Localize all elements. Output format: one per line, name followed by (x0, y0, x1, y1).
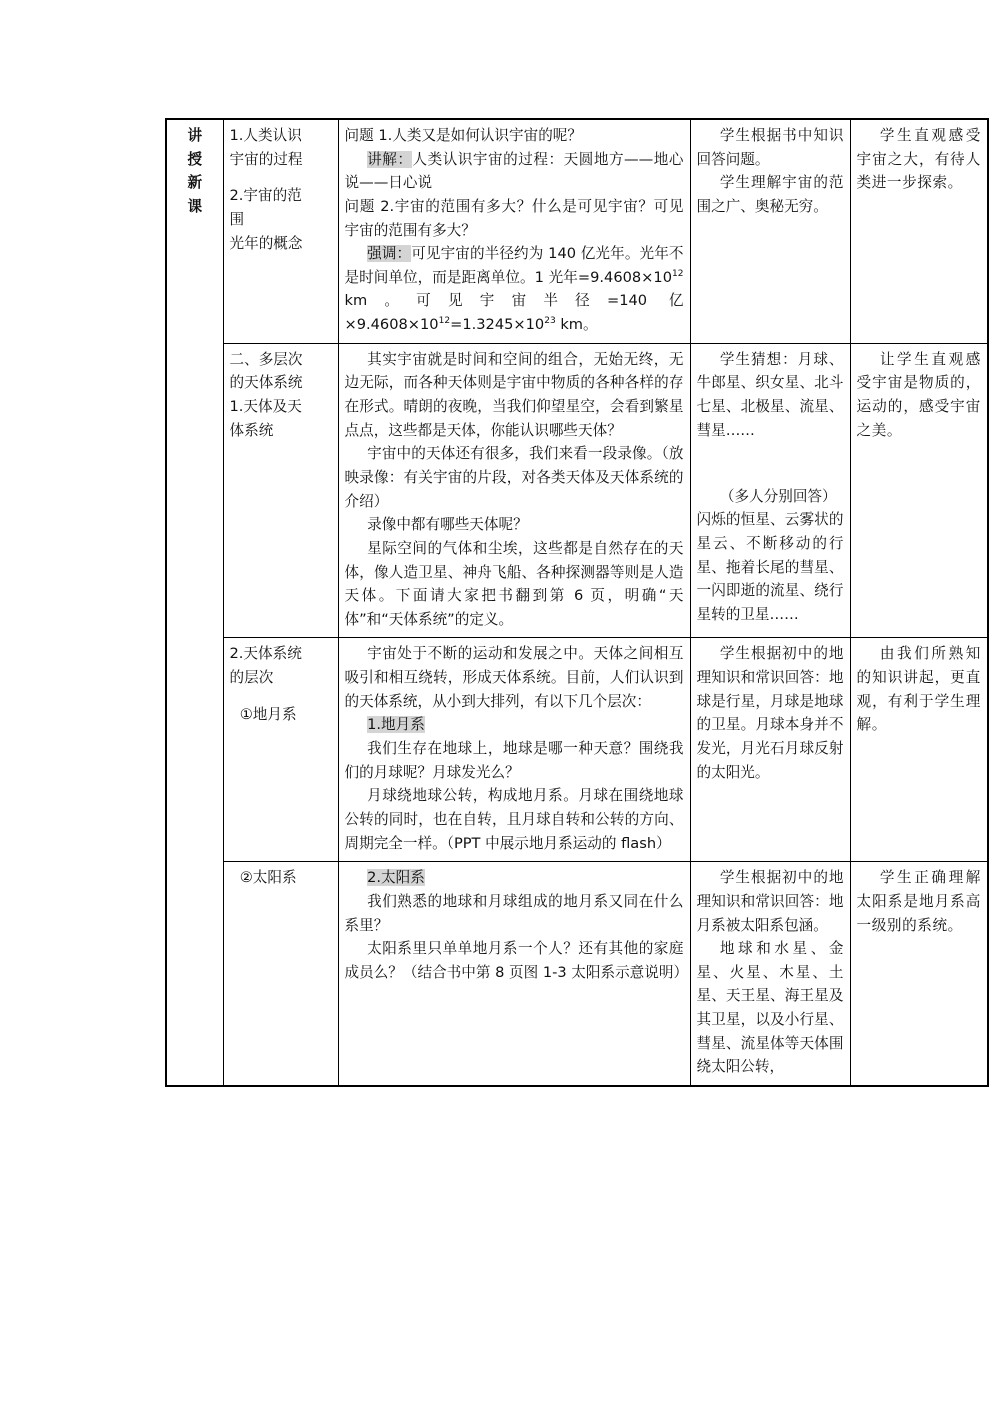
remark-cell-universe-scope (850, 119, 988, 343)
highlight-label: 1.地月系 (367, 716, 425, 734)
student-activity-cell-solar-system (690, 862, 850, 1086)
topic-line: 的天体系统 (229, 374, 303, 392)
exponent: 12 (438, 316, 451, 327)
highlight-label: 强调： (367, 245, 412, 263)
topic-cell-celestial-systems (223, 343, 338, 638)
student-activity-cell-celestial-systems (690, 343, 850, 638)
stage-char-1: 讲 (187, 127, 203, 144)
student-activity-cell-earth-moon (690, 638, 850, 862)
table-row (166, 862, 988, 1086)
topic-line: 围 (229, 211, 245, 229)
topic-line: 2.天体系统 (229, 645, 302, 663)
content-paragraph (345, 148, 684, 195)
student-activity-cell-universe-scope (690, 119, 850, 343)
student-paragraph: （多人分别回答） (719, 487, 837, 505)
exponent: 12 (671, 268, 684, 279)
content-paragraph: 星际空间的气体和尘埃，这些都是自然存在的天体，像人造卫星、神舟飞船、各种探测器等则是人造天体。下面请大家把书翻到第 6 页，明确“天体”和“天体系统”的定义。 (344, 539, 684, 628)
student-paragraph: 学生理解宇宙的范围之广、奥秘无穷。 (696, 174, 844, 215)
content-cell-universe-scope (338, 119, 690, 343)
content-paragraph (345, 713, 684, 737)
content-paragraph: 太阳系里只单单地月系一个人？还有其他的家庭成员么？（结合书中第 8 页图 1-3 太阳系示意说明） (344, 940, 689, 981)
table-row (166, 638, 988, 862)
topic-spacer (230, 690, 332, 703)
stage-char-4: 课 (187, 197, 203, 215)
content-paragraph (345, 242, 684, 337)
content-paragraph (345, 866, 684, 890)
table-row (166, 119, 988, 343)
student-paragraph: 学生根据初中的地理知识和常识回答：地球是行星，月球是地球的卫星。月球本身并不发光，月光石月球反射的太阳光。 (696, 645, 844, 781)
content-paragraph: 我们生存在地球上，地球是哪一种天意？围绕我们的月球呢？月球发光么？ (344, 740, 684, 781)
student-paragraph: 学生猜想：月球、牛郎星、织女星、北斗七星、北极星、流星、彗星…… (696, 350, 844, 439)
topic-line: 二、多层次 (229, 350, 303, 368)
remark-paragraph: 由我们所熟知的知识讲起，更直观，有利于学生理解。 (856, 645, 981, 734)
content-paragraph: 问题 1.人类又是如何认识宇宙的呢？ (344, 127, 582, 144)
student-paragraph: 地球和水星、金星、火星、木星、土星、天王星、海王星及其卫星，以及小行星、彗星、流星体等天体围绕太阳公转， (696, 940, 844, 1076)
stage-char-2: 授 (187, 150, 203, 168)
exponent: 23 (544, 316, 556, 327)
table-row (166, 343, 988, 638)
content-cell-earth-moon (338, 638, 690, 862)
student-paragraph: 学生根据书中知识回答问题。 (696, 127, 844, 168)
content-cell-celestial-systems (338, 343, 690, 638)
content-paragraph: 宇宙中的天体还有很多，我们来看一段录像。（放映录像：有关宇宙的片段，对各类天体及天体系统的介绍） (344, 445, 684, 510)
student-paragraph: 闪烁的恒星、云雾状的星云、不断移动的行星、拖着长尾的彗星、一闪即逝的流星、绕行星转的卫星…… (696, 511, 844, 623)
topic-spacer (230, 171, 332, 184)
topic-line-solar-system: ②太阳系 (239, 869, 297, 887)
student-paragraph: 学生根据初中的地理知识和常识回答：地月系被太阳系包涵。 (696, 869, 844, 934)
content-text: =1.3245×10 (450, 316, 545, 334)
topic-cell-solar-system (223, 862, 338, 1086)
content-text: km。可见宇宙半径=140 亿×9.4608×10 (344, 292, 684, 334)
stage-char-3: 新 (187, 174, 203, 192)
remark-cell-celestial-systems (850, 343, 988, 638)
topic-line-earth-moon-system: ①地月系 (239, 705, 297, 723)
lesson-plan-table (165, 118, 989, 1087)
content-cell-solar-system (338, 862, 690, 1086)
content-text: 可见宇宙的半径约为 140 亿光年。光年不是时间单位，而是距离单位。1 光年=9.4608×10 (344, 245, 684, 286)
stage-cell-teaching-new-lesson (166, 119, 223, 1086)
content-text: km。 (555, 316, 598, 334)
content-paragraph: 问题 2.宇宙的范围有多大？什么是可见宇宙？可见宇宙的范围有多大？ (344, 197, 684, 239)
remark-paragraph: 让学生直观感受宇宙是物质的，运动的，感受宇宙之美。 (856, 350, 981, 439)
content-text: 人类认识宇宙的过程：天圆地方——地心说——日心说 (344, 150, 684, 192)
content-paragraph: 月球绕地球公转，构成地月系。月球在围绕地球公转的同时，也在自转，且月球自转和公转的方向、周期完全一样。（PPT 中展示地月系运动的 flash） (344, 787, 684, 852)
topic-cell-universe-scope (223, 119, 338, 343)
content-paragraph: 宇宙处于不断的运动和发展之中。天体之间相互吸引和相互绕转，形成天体系统。目前，人们认识到的天体系统，从小到大排列，有以下几个层次： (344, 645, 684, 710)
highlight-label: 讲解： (367, 150, 413, 168)
topic-line: 1.天体及天 (229, 398, 302, 416)
content-paragraph: 其实宇宙就是时间和空间的组合，无始无终，无边无际，而各种天体则是宇宙中物质的各种各样的存在形式。晴朗的夜晚，当我们仰望星空，会看到繁星点点，这些都是天体，你能认识哪些天体？ (344, 350, 684, 439)
topic-line: 的层次 (229, 669, 274, 687)
topic-line: 1.人类认识 (229, 127, 302, 144)
topic-line: 光年的概念 (229, 234, 303, 252)
student-spacer (697, 442, 844, 484)
content-paragraph: 我们熟悉的地球和月球组成的地月系又同在什么系里？ (344, 892, 684, 934)
remark-paragraph: 学生正确理解太阳系是地月系高一级别的系统。 (856, 869, 981, 934)
remark-cell-solar-system (850, 862, 988, 1086)
topic-line: 体系统 (229, 421, 274, 439)
remark-cell-earth-moon (850, 638, 988, 862)
highlight-label: 2.太阳系 (367, 869, 425, 887)
remark-paragraph: 学生直观感受宇宙之大，有待人类进一步探索。 (856, 127, 981, 192)
topic-line: 宇宙的过程 (229, 150, 303, 168)
content-paragraph: 录像中都有哪些天体呢？ (367, 516, 528, 534)
topic-cell-earth-moon (223, 638, 338, 862)
topic-line: 2.宇宙的范 (229, 187, 302, 205)
